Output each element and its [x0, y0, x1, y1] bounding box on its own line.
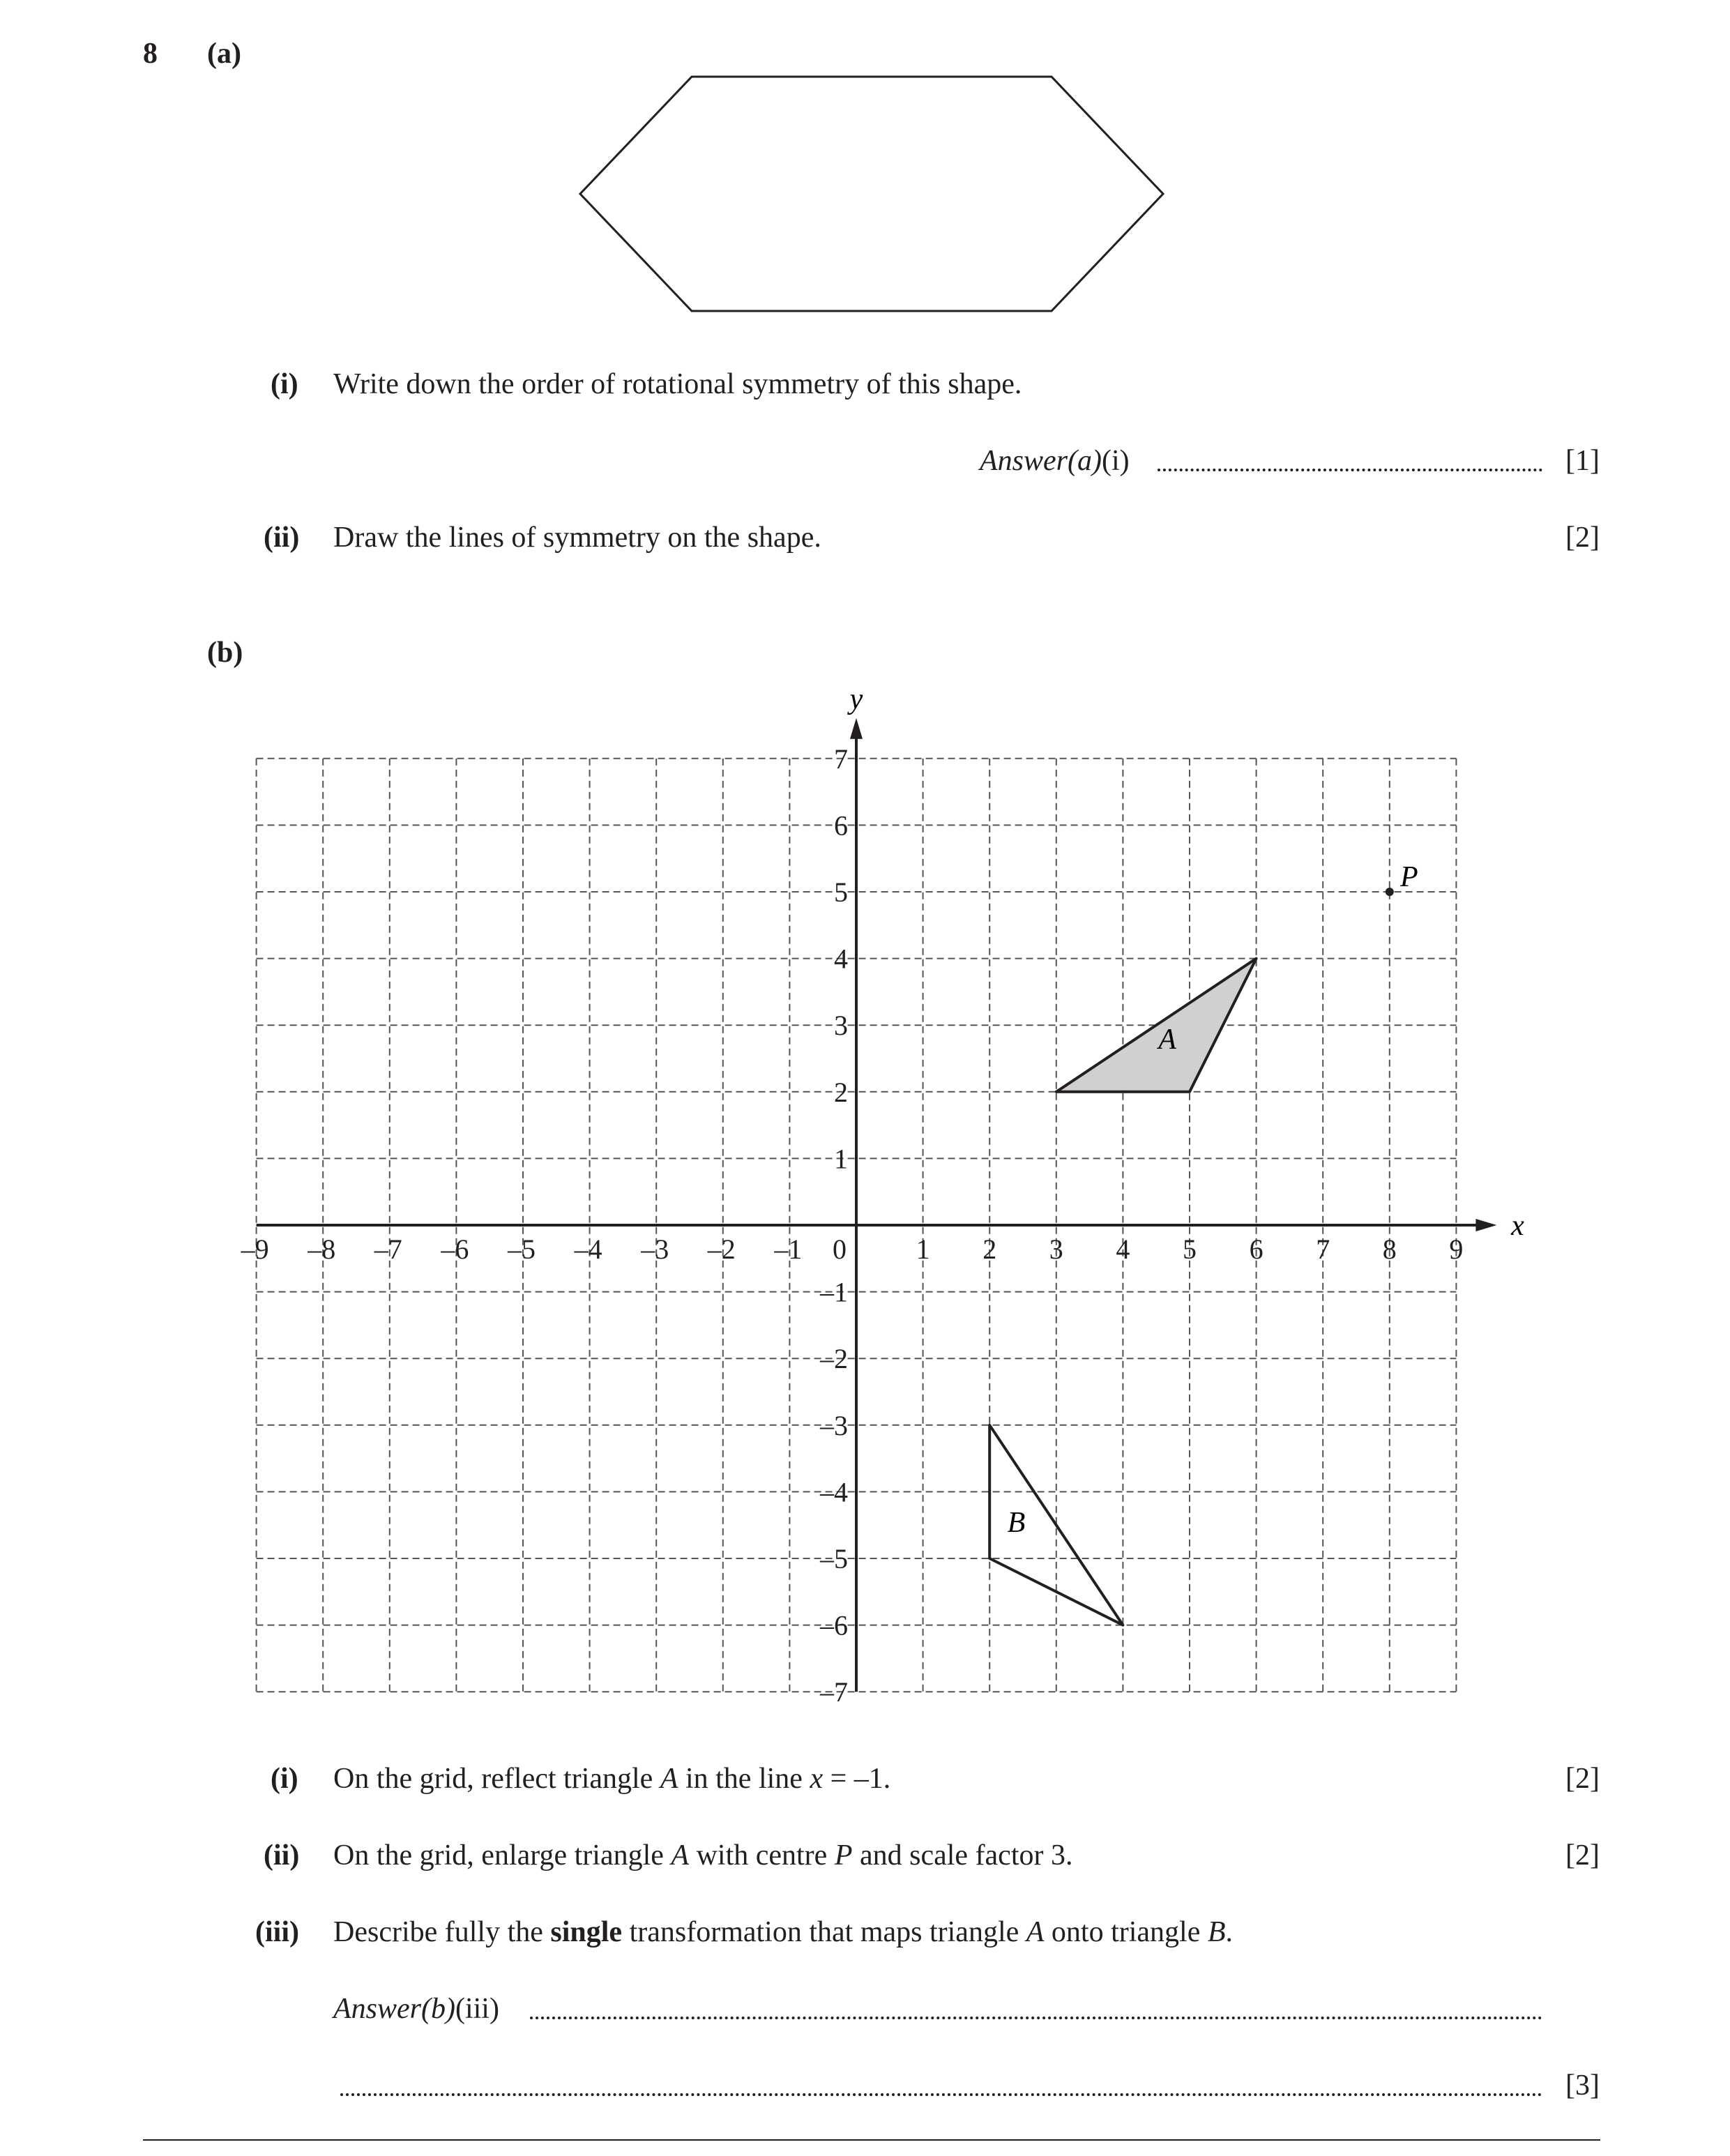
x-tick-label: 6 [1249, 1233, 1264, 1265]
x-tick-label: –7 [374, 1233, 402, 1265]
x-tick-label: 0 [833, 1233, 847, 1265]
y-tick-label: 7 [834, 743, 848, 775]
x-tick-label: 4 [1116, 1233, 1130, 1265]
answer-b-iii-field-1[interactable] [530, 2017, 1542, 2019]
part-b-label: (b) [207, 637, 243, 669]
marks-b-iii: [3] [1565, 2070, 1600, 2102]
y-tick-label: –5 [820, 1543, 848, 1574]
answer-b-iii-field-2[interactable] [340, 2093, 1542, 2096]
x-tick-label: 3 [1049, 1233, 1063, 1265]
y-tick-label: 1 [834, 1143, 848, 1175]
triangle-b-label: B [1007, 1506, 1026, 1539]
x-tick-label: –3 [641, 1233, 669, 1265]
point-p-label: P [1399, 861, 1418, 893]
x-tick-label: –5 [508, 1233, 536, 1265]
x-tick-label: 9 [1449, 1233, 1464, 1265]
part-a-label: (a) [207, 38, 241, 70]
part-b-iii-text: Describe fully the single transformation that maps triangle A onto triangle B. [333, 1916, 1234, 1948]
part-b-i-text: On the grid, reflect triangle A in the line x = –1. [333, 1763, 891, 1795]
y-tick-label: –3 [820, 1409, 848, 1441]
x-tick-label: 7 [1316, 1233, 1330, 1265]
marks-b-i: [2] [1565, 1763, 1600, 1795]
x-tick-label: 2 [982, 1233, 997, 1265]
axes [257, 683, 1524, 1692]
part-a-i-text: Write down the order of rotational symmetry of this shape. [333, 368, 1022, 400]
x-tick-label: –2 [707, 1233, 736, 1265]
y-tick-label: 2 [834, 1076, 848, 1108]
triangle-a-label: A [1158, 1024, 1176, 1056]
x-axis-label: x [1511, 1210, 1524, 1242]
y-tick-label: –1 [820, 1276, 848, 1308]
marks-a-ii: [2] [1565, 522, 1600, 554]
answer-a-i-label: Answer(a)(i) [980, 445, 1130, 477]
x-tick-label: –4 [574, 1233, 602, 1265]
y-tick-label: –6 [820, 1609, 848, 1641]
y-tick-label: 5 [834, 876, 848, 908]
page-footer-rule [143, 2139, 1600, 2141]
x-tick-label: 8 [1382, 1233, 1397, 1265]
part-b-ii-label: (ii) [264, 1839, 300, 1872]
point-p-dot [1386, 888, 1394, 896]
x-tick-label: –8 [308, 1233, 336, 1265]
part-a-ii-label: (ii) [264, 522, 300, 554]
part-b-ii-text: On the grid, enlarge triangle A with centre P and scale factor 3. [333, 1839, 1073, 1872]
part-b-i-label: (i) [271, 1763, 298, 1795]
marks-a-i: [1] [1565, 445, 1600, 477]
x-tick-label: 1 [916, 1233, 930, 1265]
x-tick-label: –9 [241, 1233, 269, 1265]
x-axis-arrow-icon [1475, 1219, 1496, 1231]
y-tick-label: 6 [834, 810, 848, 842]
y-tick-label: 4 [834, 943, 848, 975]
part-a-ii-text: Draw the lines of symmetry on the shape. [333, 522, 821, 554]
x-tick-label: –6 [441, 1233, 469, 1265]
x-tick-label: 5 [1183, 1233, 1197, 1265]
y-axis-arrow-icon [850, 718, 863, 739]
y-tick-label: –7 [820, 1676, 848, 1708]
y-tick-label: –4 [820, 1476, 848, 1508]
y-tick-label: 3 [834, 1010, 848, 1042]
question-number: 8 [143, 38, 158, 70]
part-b-iii-label: (iii) [255, 1916, 299, 1948]
y-axis-label: y [849, 683, 863, 715]
x-tick-label: –1 [774, 1233, 803, 1265]
answer-b-iii-label: Answer(b)(iii) [333, 1993, 499, 2025]
part-a-i-label: (i) [271, 368, 298, 400]
y-tick-label: –2 [820, 1343, 848, 1375]
marks-b-ii: [2] [1565, 1839, 1600, 1872]
